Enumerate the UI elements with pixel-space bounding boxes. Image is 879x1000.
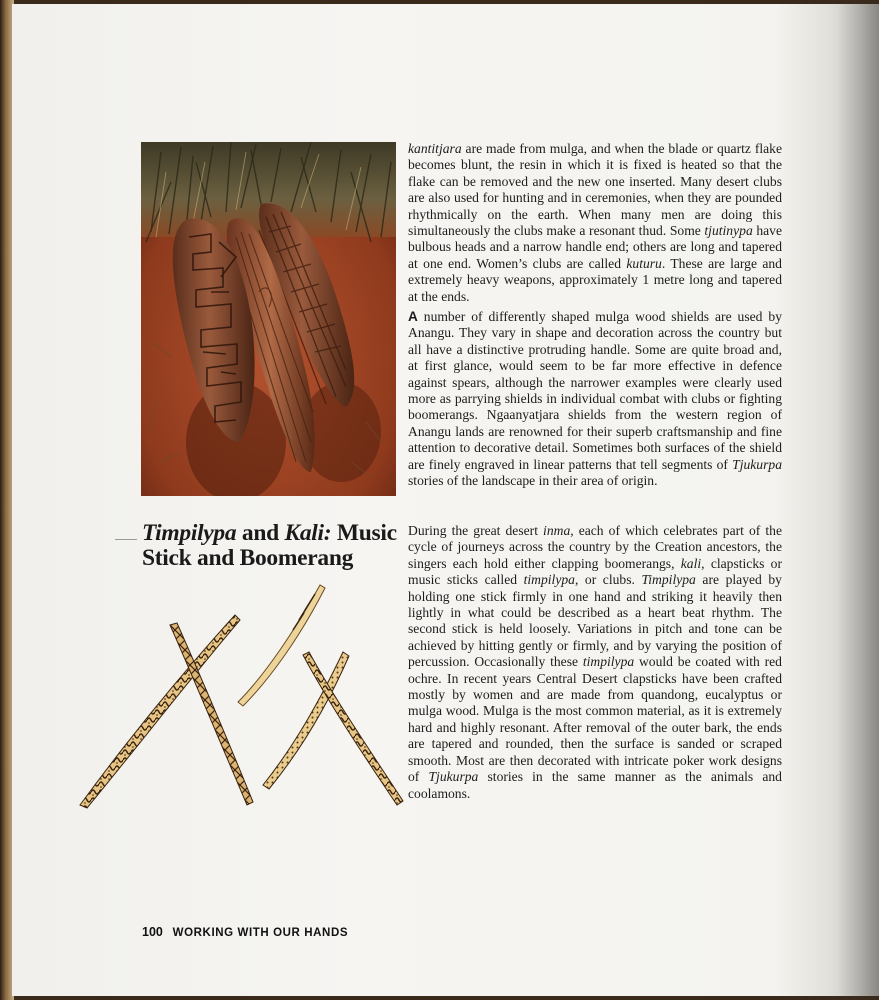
shields-photo-graphic <box>141 142 396 496</box>
p1-run-4: kuturu <box>626 255 662 271</box>
paragraph-shields <box>408 309 782 489</box>
p1-run-2: tjutinypa <box>704 223 753 239</box>
caption-italic-kali: Kali: <box>284 520 332 546</box>
caption-rule <box>115 539 137 540</box>
paragraph-dropcap: A <box>408 309 418 324</box>
p2-run-0: number of differently shaped mulga wood shields are used by Anangu. They vary in shape and decoration across the country but all have a distinctive protruding handle. Some are quite broad and, at first glance, would seem to be far more effective in defence against spears, although the narrower examples were clearly used more as parrying shields in individual combat with clubs or fighting boomerangs. Ngaanyatjara shields from the western region of Anangu lands are renowned for their superb craftsmanship and fine attention to decorative detail. Sometimes both surfaces of the shield are finely engraved in linear patterns that tell segments of <box>408 309 782 472</box>
p1-run-0: kantitjara <box>408 141 462 156</box>
shields-photo <box>141 142 396 496</box>
p2-run-2: stories of the landscape in their area of origin. <box>408 473 658 489</box>
caption-and: and <box>236 520 285 546</box>
page-number: 100 <box>142 925 163 939</box>
p3-run-1: inma <box>543 523 571 538</box>
p1-run-5: . These are large and extremely heavy weapons, approximately 1 metre long and tapered at the ends. <box>408 255 782 304</box>
paragraph-music-sticks-text <box>408 523 782 802</box>
p1-run-1: are made from mulga, and when the blade or quartz flake becomes blunt, the resin in which it is fixed is heated so that the flake can be removed and the new one inserted. Many desert clubs are also used for hunting and in ceremonies, when they are pounded rhythmically on the earth. When many men are doing this simultaneously the clubs make a resonant thud. Some <box>408 141 782 239</box>
p3-run-6: , or clubs. <box>574 572 642 588</box>
section-title: WORKING WITH OUR HANDS <box>172 927 349 939</box>
p3-run-0: During the great desert <box>408 523 544 538</box>
caption-rest: Music Stick and Boomerang <box>142 520 397 571</box>
p3-run-10: would be coated with red ochre. In recent years Central Desert clapsticks have been crafted mostly by women and are made from quandong, eucalyptus or mulga wood. Mulga is the most common material, as it is extremely hard and highly resonant. After removal of the outer bark, the ends are tapered and rounded, then the surface is sanded or scraped smooth. Most are then decorated with intricate poker work designs of <box>408 654 782 785</box>
p3-run-11: Tjukurpa <box>428 769 479 785</box>
p2-run-1: Tjukurpa <box>732 456 782 472</box>
p1-run-3: have bulbous heads and a narrow handle end; others are long and tapered at one end. Women’s clubs are called <box>408 223 783 271</box>
paragraph-shields-body <box>408 309 782 488</box>
paragraph-shields-text <box>408 309 782 489</box>
p3-run-9: timpilypa <box>582 654 635 670</box>
p3-run-4: , clapsticks or music sticks called <box>408 555 783 588</box>
p3-run-2: , each of which celebrates part of the cycle of journeys across the country by the Creation ancestors, the singers each hold either clapping boomerangs, <box>408 523 782 571</box>
p3-run-3: kali <box>680 555 702 571</box>
paragraph-music-sticks <box>408 523 782 802</box>
page-footer <box>142 925 348 939</box>
section-caption <box>142 521 402 571</box>
p3-run-12: stories in the same manner as the animals and coolamons. <box>408 769 782 801</box>
p3-run-8: are played by holding one stick firmly in one hand and striking it heavily then lightly in what could be described as a heart beat rhythm. The second stick is held loosely. Variations in pitch and tone can be achieved by hitting gently or firmly, and by varying the position of percussion. Occasionally these <box>408 572 782 670</box>
music-sticks-graphic <box>75 580 405 810</box>
p3-run-7: Timpilypa <box>641 572 696 588</box>
paragraph-clubs <box>408 141 782 305</box>
page-gutter-shadow <box>837 4 879 996</box>
paragraph-clubs-text <box>408 141 782 305</box>
music-sticks-illustration <box>75 580 405 810</box>
caption-italic-timpilypa: Timpilypa <box>142 520 237 546</box>
p3-run-5: timpilypa <box>523 572 575 588</box>
